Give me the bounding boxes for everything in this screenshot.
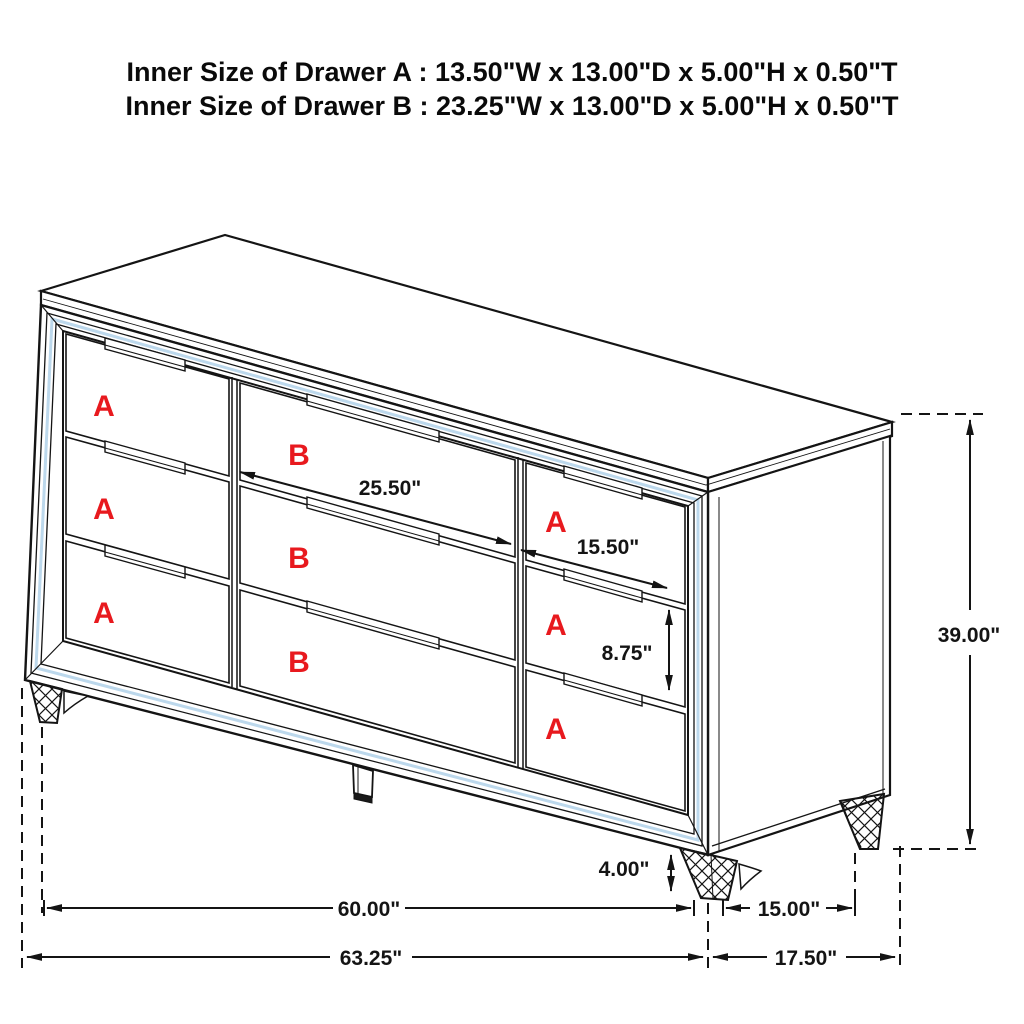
dresser-side-panel: [708, 436, 890, 855]
dim-label-overall-height: 39.00": [937, 624, 1001, 647]
back-right-leg: [840, 794, 884, 849]
front-center-leg: [353, 765, 373, 803]
dim-label-overall-width: 63.25": [339, 947, 403, 970]
dimension-front-leg-span: [44, 898, 694, 921]
dimension-side-leg-span: [723, 898, 855, 921]
title-drawer-a-size: Inner Size of Drawer A : 13.50"W x 13.00"D x 5.00"H x 0.50"T: [126, 57, 898, 87]
drawer-label-right-middle: A: [545, 609, 567, 642]
side-face: [708, 436, 890, 855]
dim-label-leg-height: 4.00": [598, 858, 650, 881]
dim-label-front-leg-span: 60.00": [337, 898, 401, 921]
front-right-leg: [680, 848, 761, 900]
drawer-label-right-bottom: A: [545, 713, 567, 746]
drawer-label-left-bottom: A: [93, 597, 115, 630]
dim-label-overall-depth: 17.50": [774, 947, 838, 970]
drawer-label-left-middle: A: [93, 493, 115, 526]
dim-label-drawer-b-width: 25.50": [358, 477, 422, 500]
dimension-leg-height: [599, 855, 671, 891]
dimension-overall-height: [938, 420, 1001, 844]
title-block: [125, 57, 899, 121]
drawer-label-center-middle: B: [288, 542, 310, 575]
drawer-label-center-bottom: B: [288, 646, 310, 679]
dimension-overall-width: [27, 947, 703, 970]
dimension-overall-depth: [713, 947, 895, 970]
dim-label-side-leg-span: 15.00": [757, 898, 821, 921]
dim-label-drawer-a-width: 15.50": [576, 536, 640, 559]
drawer-label-right-top: A: [545, 506, 567, 539]
drawer-label-left-top: A: [93, 390, 115, 423]
title-drawer-b-size: Inner Size of Drawer B : 23.25"W x 13.00"D x 5.00"H x 0.50"T: [125, 91, 899, 121]
drawer-label-center-top: B: [288, 439, 310, 472]
dim-label-drawer-height: 8.75": [601, 642, 653, 665]
